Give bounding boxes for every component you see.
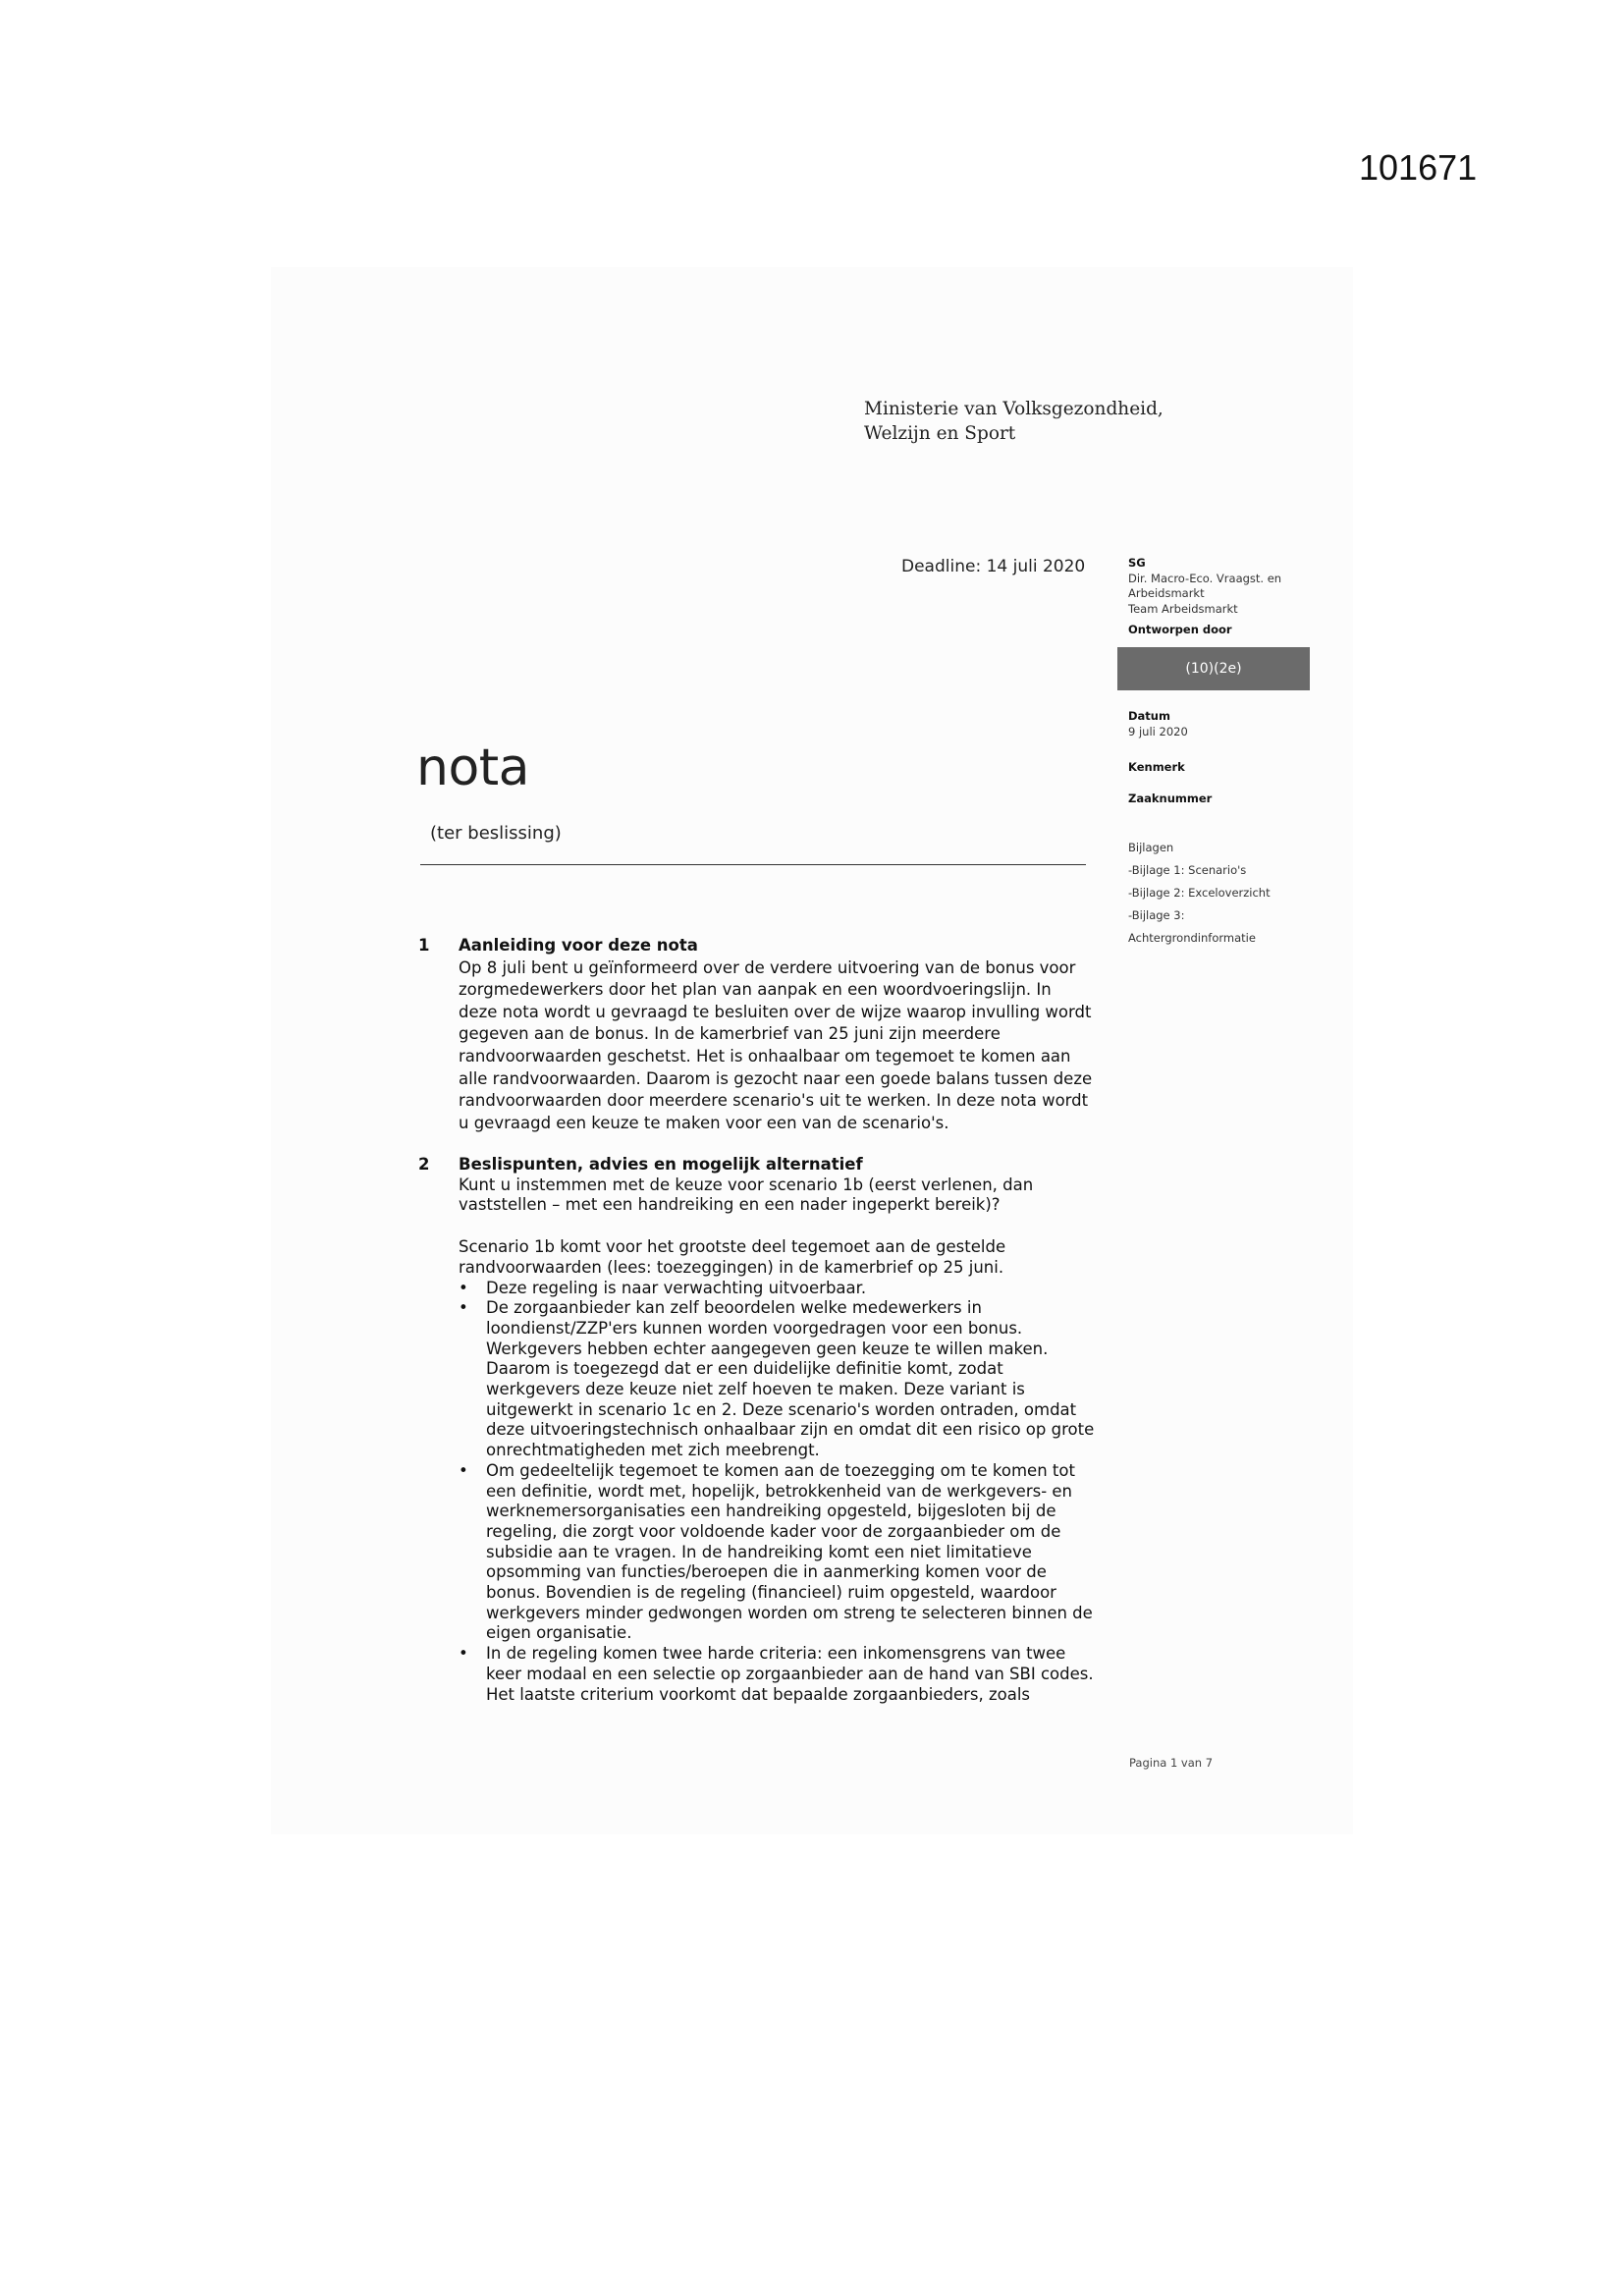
ministry-line: Welzijn en Sport	[864, 423, 1016, 444]
question-line: Kunt u instemmen met de keuze voor scenario 1b (eerst verlenen, dan	[459, 1175, 1034, 1194]
bullet-line: loondienst/ZZP'ers kunnen worden voorgedragen voor een bonus.	[486, 1318, 1023, 1338]
bullet-line: keer modaal en een selectie op zorgaanbieder aan de hand van SBI codes.	[486, 1664, 1094, 1683]
bullet-list	[459, 1279, 1125, 1706]
sidebar-bijlagen	[1128, 837, 1315, 950]
bullet-line: regeling, die zorgt voor voldoende kader voor de zorgaanbieder om de	[486, 1521, 1061, 1541]
bijlage-item: -Bijlage 2: Exceloverzicht	[1128, 886, 1271, 900]
ministry-logo-text	[864, 397, 1198, 446]
org-unit: SG	[1128, 556, 1146, 570]
paragraph-line: randvoorwaarden door meerdere scenario's uit te werken. In deze nota wordt	[459, 1091, 1089, 1111]
bullet-line: bonus. Bovendien is de regeling (financieel) ruim opgesteld, waardoor	[486, 1583, 1056, 1603]
kenmerk-label: Kenmerk	[1128, 760, 1185, 774]
bullet-item	[459, 1644, 1125, 1705]
bullet-line: eigen organisatie.	[486, 1623, 632, 1643]
section-number: 1	[418, 936, 430, 955]
title-divider	[420, 864, 1086, 865]
bullet-line: werknemersorganisaties een handreiking opgesteld, bijgesloten bij de	[486, 1502, 1056, 1521]
org-team: Team Arbeidsmarkt	[1128, 601, 1238, 616]
bullet-item	[459, 1279, 1125, 1299]
paragraph-line: alle randvoorwaarden. Daarom is gezocht naar een goede balans tussen deze	[459, 1068, 1093, 1088]
datum-value: 9 juli 2020	[1128, 724, 1188, 738]
paragraph-line: Scenario 1b komt voor het grootste deel tegemoet aan de gestelde	[459, 1237, 1006, 1257]
paragraph-line: deze nota wordt u gevraagd te besluiten over de wijze waarop invulling wordt	[459, 1002, 1092, 1021]
bijlage-item: Achtergrondinformatie	[1128, 931, 1256, 945]
bullet-line: uitgewerkt in scenario 1c en 2. Deze scenario's worden ontraden, omdat	[486, 1399, 1077, 1419]
bullet-line: een definitie, wordt met, hopelijk, betrokkenheid van de werkgevers- en	[486, 1481, 1073, 1501]
bullet-item	[459, 1298, 1125, 1461]
bullet-line: • De zorgaanbieder kan zelf beoordelen welke medewerkers in	[486, 1298, 982, 1318]
paragraph-line: u gevraagd een keuze te maken voor een van de scenario's.	[459, 1113, 949, 1132]
bijlagen-label: Bijlagen	[1128, 841, 1174, 854]
bullet-line: Het laatste criterium voorkomt dat bepaalde zorgaanbieders, zoals	[486, 1684, 1031, 1704]
org-directorate: Dir. Macro-Eco. Vraagst. en	[1128, 571, 1282, 585]
bullet-line: onrechtmatigheden met zich meebrengt.	[486, 1441, 820, 1460]
bullet-item	[459, 1461, 1125, 1644]
question-line: vaststellen – met een handreiking en een nader ingeperkt bereik)?	[459, 1195, 1001, 1215]
paragraph-line: gegeven aan de bonus. In de kamerbrief van 25 juni zijn meerdere	[459, 1024, 1001, 1044]
bullet-line: • Deze regeling is naar verwachting uitvoerbaar.	[486, 1278, 867, 1297]
bullet-line: werkgevers minder gedwongen worden om streng te selecteren binnen de	[486, 1603, 1093, 1622]
bullet-line: opsomming van functies/beroepen die in aanmerking komen voor de	[486, 1562, 1047, 1582]
section-heading: Beslispunten, advies en mogelijk alternatief	[459, 1155, 863, 1174]
org-directorate: Arbeidsmarkt	[1128, 586, 1205, 600]
deadline: Deadline: 14 juli 2020	[901, 557, 1086, 576]
bijlage-item: -Bijlage 3:	[1128, 908, 1185, 922]
paragraph-line: randvoorwaarden (lees: toezeggingen) in de kamerbrief op 25 juni.	[459, 1257, 1004, 1277]
section-number: 2	[418, 1155, 430, 1174]
bullet-line: subsidie aan te vragen. In de handreiking komt een niet limitatieve	[486, 1542, 1032, 1561]
document-title: nota	[416, 738, 530, 797]
document-number: 101671	[1359, 147, 1478, 188]
sidebar-zaaknummer	[1128, 792, 1315, 807]
ministry-line: Ministerie van Volksgezondheid,	[864, 399, 1164, 419]
section-beslispunten	[418, 1155, 1125, 1705]
bullet-line: deze uitvoeringstechnisch onhaalbaar zijn en omdat dit een risico op grote	[486, 1420, 1095, 1440]
bullet-line: Werkgevers hebben echter aangegeven geen keuze te willen maken.	[486, 1339, 1049, 1358]
sidebar-org	[1128, 556, 1315, 638]
sidebar-kenmerk	[1128, 760, 1315, 776]
bijlage-item: -Bijlage 1: Scenario's	[1128, 863, 1247, 877]
paragraph-line: zorgmedewerkers door het plan van aanpak en een woordvoeringslijn. In	[459, 980, 1052, 1000]
page-number: Pagina 1 van 7	[1129, 1756, 1214, 1770]
paragraph-line: randvoorwaarden geschetst. Het is onhaalbaar om tegemoet te komen aan	[459, 1046, 1071, 1066]
bullet-line: Daarom is toegezegd dat er een duidelijke definitie komt, zodat	[486, 1359, 1003, 1379]
bullet-line: werkgevers deze keuze niet zelf hoeven te maken. Deze variant is	[486, 1380, 1025, 1399]
section-aanleiding	[418, 935, 1125, 1134]
bullet-line: • In de regeling komen twee harde criteria: een inkomensgrens van twee	[486, 1644, 1066, 1664]
datum-label: Datum	[1128, 709, 1170, 723]
redaction-box: (10)(2e)	[1117, 647, 1310, 690]
designed-by-label: Ontworpen door	[1128, 623, 1232, 636]
paragraph-line: Op 8 juli bent u geïnformeerd over de verdere uitvoering van de bonus voor	[459, 957, 1076, 977]
section-heading: Aanleiding voor deze nota	[459, 936, 698, 955]
sidebar-datum	[1128, 709, 1315, 739]
bullet-line: • Om gedeeltelijk tegemoet te komen aan de toezegging om te komen tot	[486, 1460, 1075, 1480]
document-subtitle: (ter beslissing)	[430, 823, 562, 844]
zaaknummer-label: Zaaknummer	[1128, 792, 1213, 805]
